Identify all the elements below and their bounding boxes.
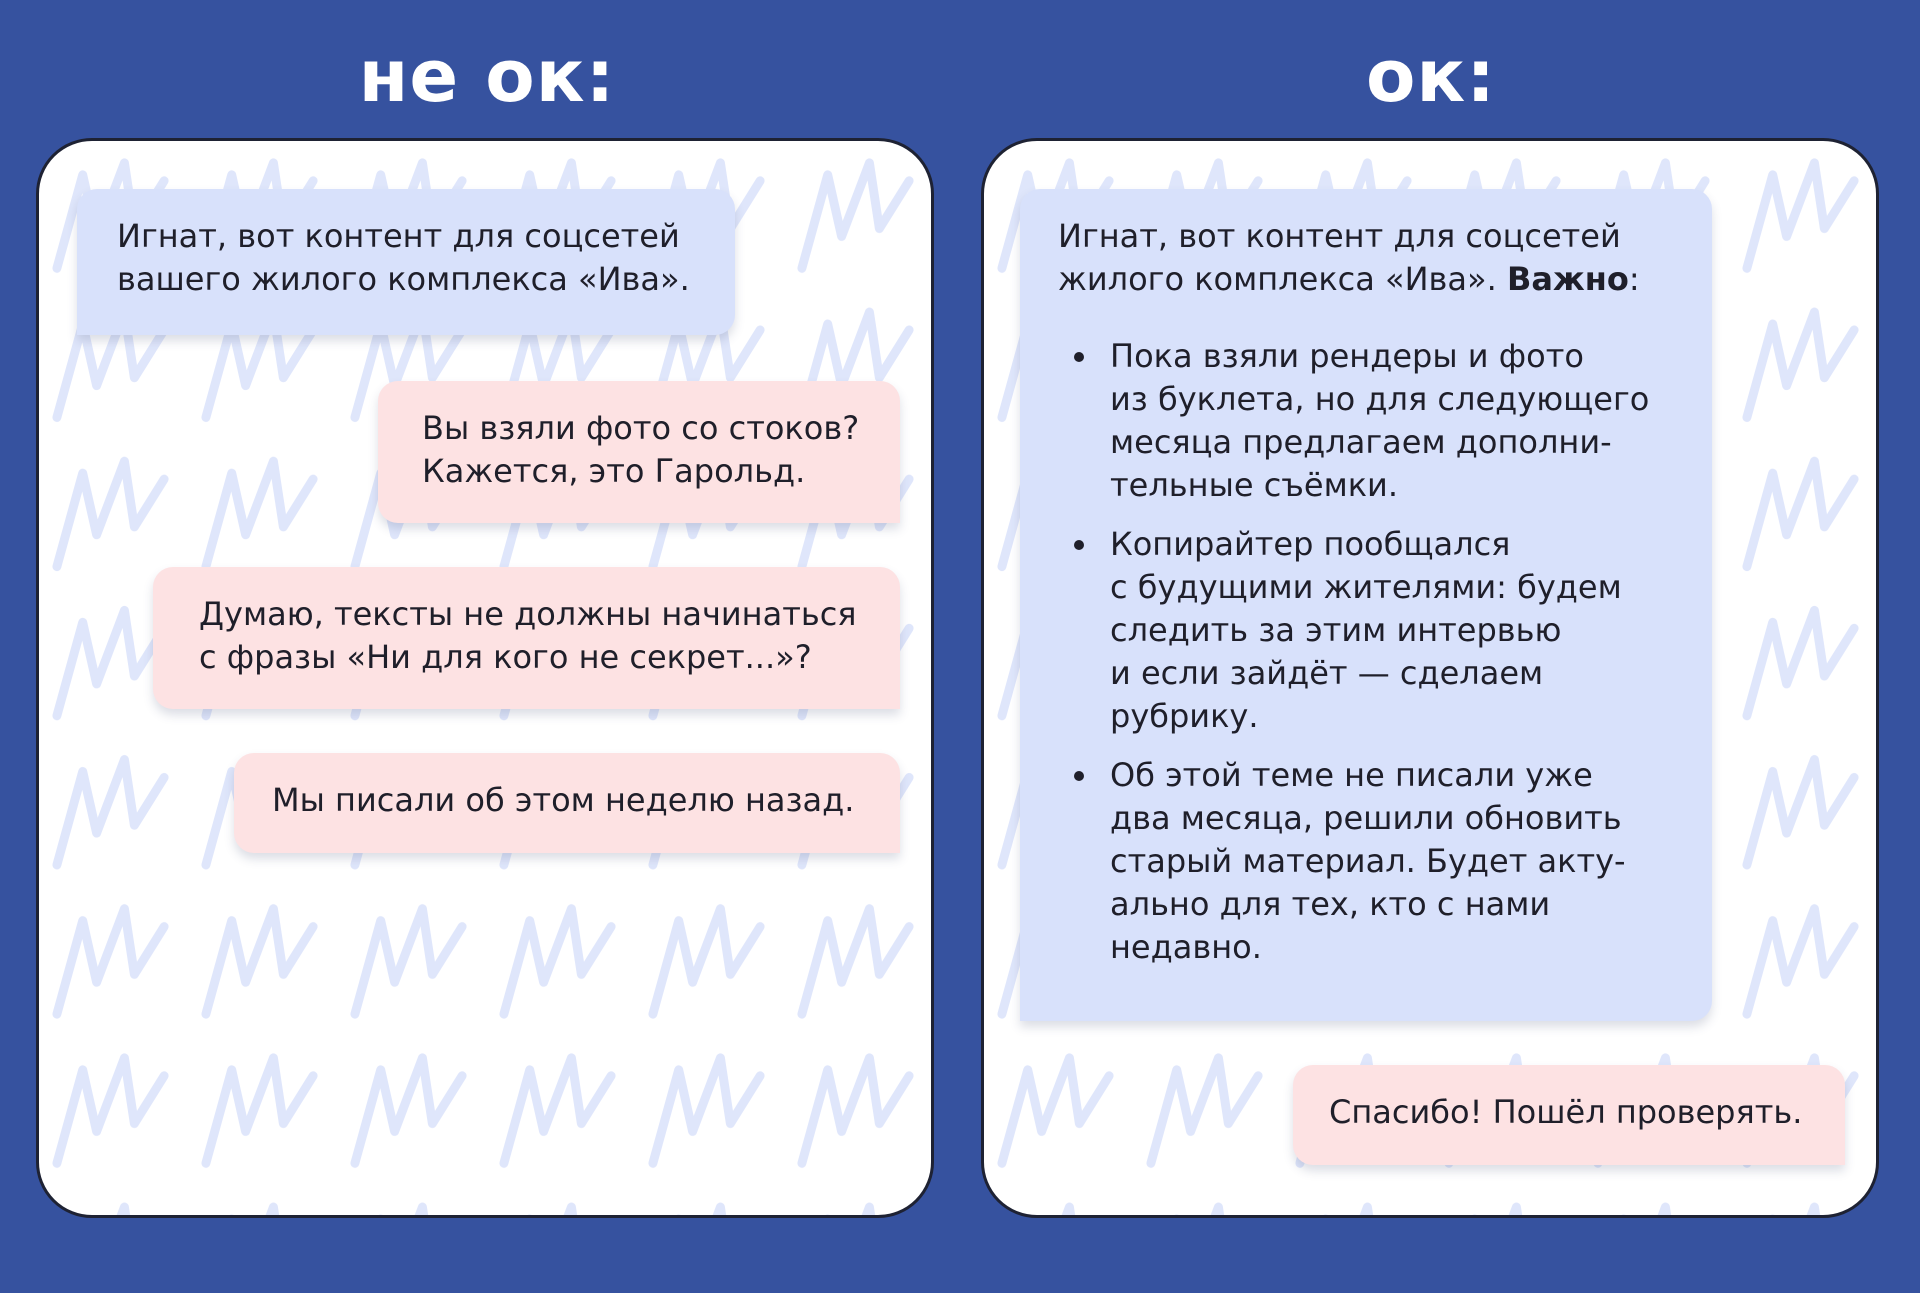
bullet-icon xyxy=(1074,771,1084,781)
good-example-chat-panel xyxy=(981,138,1879,1218)
bad-example-chat-panel xyxy=(36,138,934,1218)
list-item xyxy=(1058,523,1676,738)
list-item-text: Об этой теме не писали уже два месяца, решили обновить старый материал. Будет акту- ально для тех, кто с нами недавно. xyxy=(1110,756,1626,966)
important-colon: : xyxy=(1628,260,1640,298)
bullet-icon xyxy=(1074,540,1084,550)
bullet-icon xyxy=(1074,352,1084,362)
list-item xyxy=(1058,754,1676,969)
message-bubble-agency xyxy=(1020,189,1712,1021)
bullet-list xyxy=(1058,335,1676,969)
message-bubble-client: Вы взяли фото со стоков? Кажется, это Гарольд. xyxy=(378,381,900,523)
left-heading: не ок: xyxy=(358,34,616,118)
message-intro: Игнат, вот контент для соцсетей жилого комплекса «Ива». xyxy=(1058,217,1621,298)
list-item-text: Пока взяли рендеры и фото из буклета, но для следующего месяца предлагаем дополни- тельные съёмки. xyxy=(1110,337,1650,504)
message-bubble-client: Спасибо! Пошёл проверять. xyxy=(1293,1065,1845,1165)
message-bubble-agency: Игнат, вот контент для соцсетей вашего жилого комплекса «Ива». xyxy=(77,189,735,335)
list-item xyxy=(1058,335,1676,507)
message-bubble-client: Думаю, тексты не должны начинаться с фразы «Ни для кого не секрет...»? xyxy=(153,567,900,709)
important-label: Важно xyxy=(1506,260,1629,298)
message-bubble-client: Мы писали об этом неделю назад. xyxy=(234,753,900,853)
right-heading: ок: xyxy=(1365,34,1497,118)
list-item-text: Копирайтер пообщался с будущими жителями: будем следить за этим интервью и если зайдёт — сделаем рубрику. xyxy=(1110,525,1622,735)
